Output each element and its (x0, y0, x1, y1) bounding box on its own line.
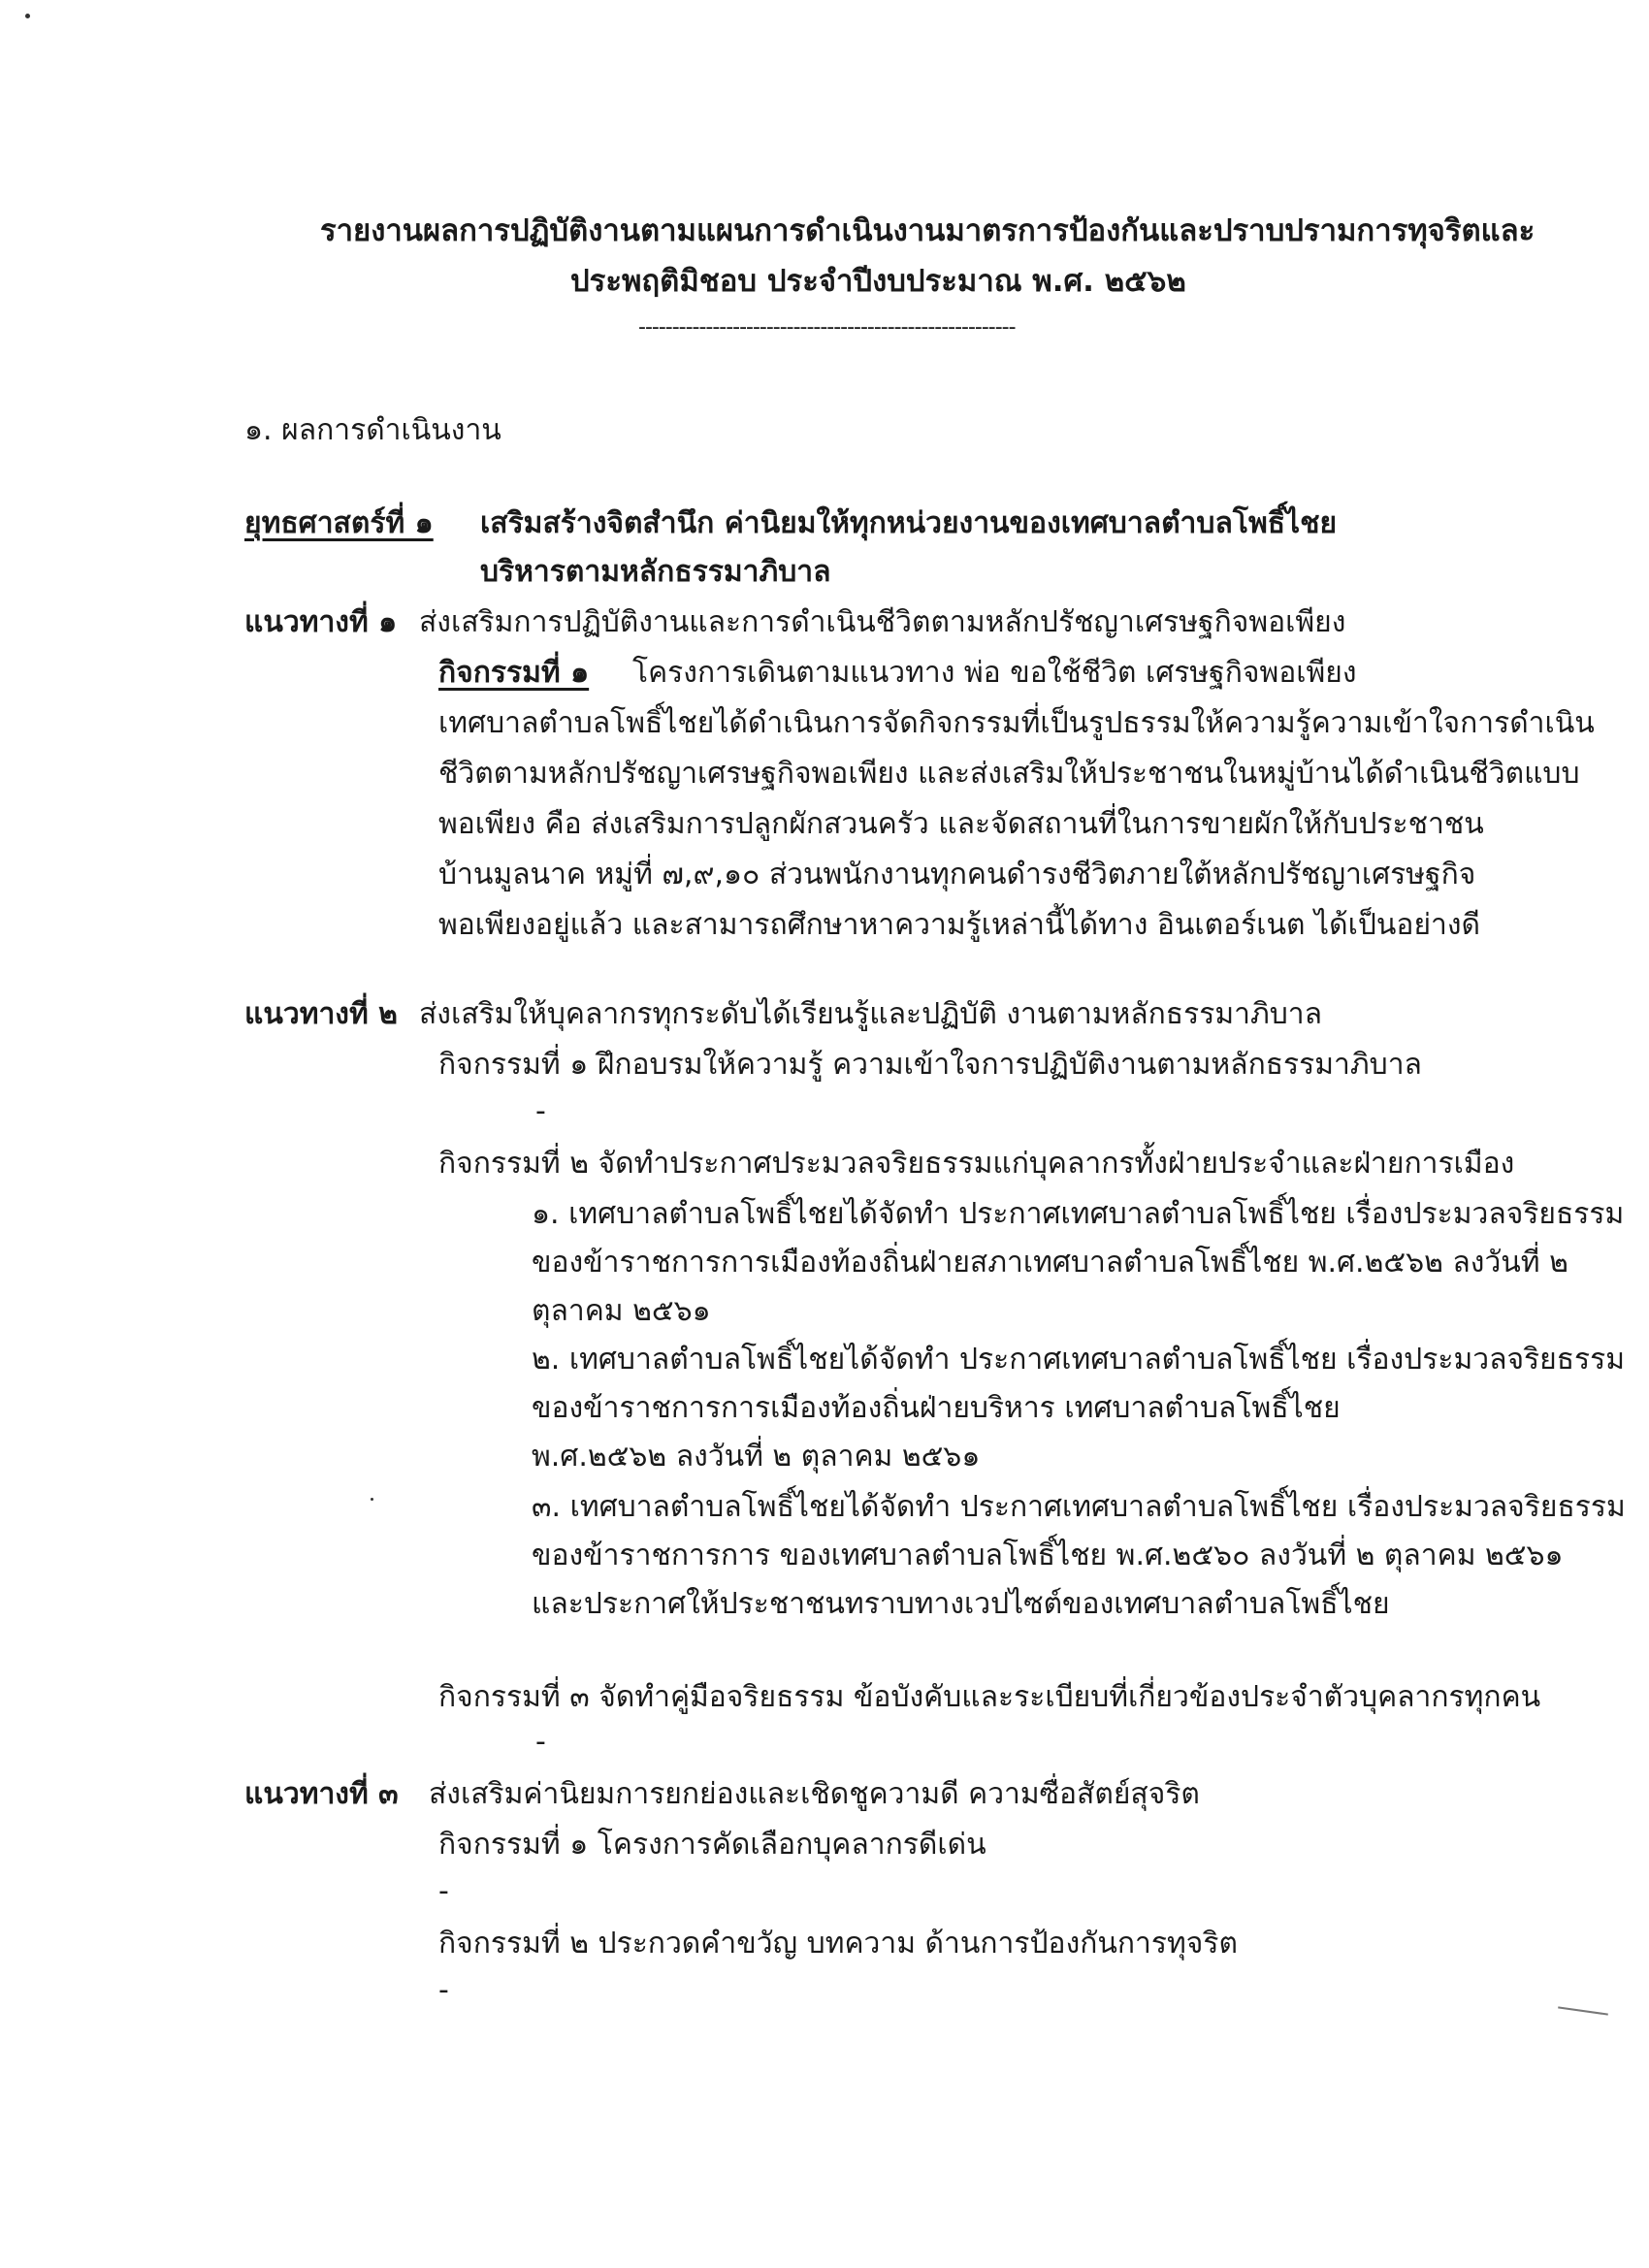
guide2-item-line: ๑. เทศบาลตำบลโพธิ์ไชยได้จัดทำ ประกาศเทศบาลตำบลโพธิ์ไชย เรื่องประมวลจริยธรรม (532, 1197, 1625, 1231)
guide2-item-line: ๓. เทศบาลตำบลโพธิ์ไชยได้จัดทำ ประกาศเทศบาลตำบลโพธิ์ไชย เรื่องประมวลจริยธรรม (532, 1490, 1626, 1524)
paragraph-line: เทศบาลตำบลโพธิ์ไชยได้ดำเนินการจัดกิจกรรมที่เป็นรูปธรรมให้ความรู้ความเข้าใจการดำเนิน (438, 706, 1595, 740)
guide1-label: แนวทางที่ ๑ (244, 605, 398, 639)
guide2-activity1: กิจกรรมที่ ๑ ฝึกอบรมให้ความรู้ ความเข้าใจการปฏิบัติงานตามหลักธรรมาภิบาล (438, 1048, 1422, 1082)
guide3-activity1: กิจกรรมที่ ๑ โครงการคัดเลือกบุคลากรดีเด่น (438, 1828, 986, 1862)
guide2-item-line: ๒. เทศบาลตำบลโพธิ์ไชยได้จัดทำ ประกาศเทศบาลตำบลโพธิ์ไชย เรื่องประมวลจริยธรรม (532, 1343, 1626, 1377)
scan-speck (25, 14, 30, 18)
scan-speck (371, 1498, 373, 1501)
guide1-activity1-label: กิจกรรมที่ ๑ (438, 656, 590, 690)
guide2-item-line: พ.ศ.๒๕๖๒ ลงวันที่ ๒ ตุลาคม ๒๕๖๑ (532, 1440, 981, 1474)
guide2-item-line: ของข้าราชการการเมืองท้องถิ่นฝ่ายบริหาร เทศบาลตำบลโพธิ์ไชย (532, 1391, 1341, 1425)
scan-scratch (1558, 2006, 1608, 2015)
document-title-line1: รายงานผลการปฏิบัติงานตามแผนการดำเนินงานมาตรการป้องกันและปราบปรามการทุจริตและ (320, 213, 1536, 248)
guide2-activity1-result: - (535, 1094, 546, 1128)
strategy-text-line2: บริหารตามหลักธรรมาภิบาล (480, 555, 831, 589)
guide2-item-line: ตุลาคม ๒๕๖๑ (532, 1294, 711, 1328)
guide2-item-line: ของข้าราชการการเมืองท้องถิ่นฝ่ายสภาเทศบาลตำบลโพธิ์ไชย พ.ศ.๒๕๖๒ ลงวันที่ ๒ (532, 1246, 1568, 1280)
guide2-item-line: และประกาศให้ประชาชนทราบทางเวปไซต์ของเทศบาลตำบลโพธิ์ไชย (532, 1587, 1390, 1621)
paragraph-line: บ้านมูลนาค หมู่ที่ ๗,๙,๑๐ ส่วนพนักงานทุกคนดำรงชีวิตภายใต้หลักปรัชญาเศรษฐกิจ (438, 858, 1476, 891)
guide3-activity1-result: - (438, 1874, 449, 1908)
guide2-label: แนวทางที่ ๒ (244, 997, 398, 1031)
guide2-activity3: กิจกรรมที่ ๓ จัดทำคู่มือจริยธรรม ข้อบังคับและระเบียบที่เกี่ยวข้องประจำตัวบุคลากรทุกคน (438, 1680, 1541, 1714)
guide3-activity2: กิจกรรมที่ ๒ ประกวดคำขวัญ บทความ ด้านการป้องกันการทุจริต (438, 1927, 1238, 1960)
document-title-line2: ประพฤติมิชอบ ประจำปีงบประมาณ พ.ศ. ๒๕๖๒ (570, 264, 1186, 299)
guide3-text: ส่งเสริมค่านิยมการยกย่องและเชิดชูความดี ความซื่อสัตย์สุจริต (429, 1777, 1200, 1811)
paragraph-line: พอเพียงอยู่แล้ว และสามารถศึกษาหาความรู้เหล่านี้ได้ทาง อินเตอร์เนต ได้เป็นอย่างดี (438, 908, 1480, 942)
guide3-activity2-result: - (438, 1973, 449, 2007)
strategy-text-line1: เสริมสร้างจิตสำนึก ค่านิยมให้ทุกหน่วยงานของเทศบาลตำบลโพธิ์ไชย (480, 506, 1338, 540)
title-divider: -------------------------------------------------------- (638, 315, 1016, 340)
guide2-activity3-result: - (535, 1725, 546, 1759)
paragraph-line: ชีวิตตามหลักปรัชญาเศรษฐกิจพอเพียง และส่งเสริมให้ประชาชนในหมู่บ้านได้ดำเนินชีวิตแบบ (438, 757, 1580, 791)
guide2-activity2: กิจกรรมที่ ๒ จัดทำประกาศประมวลจริยธรรมแก่บุคลากรทั้งฝ่ายประจำและฝ่ายการเมือง (438, 1147, 1515, 1181)
guide1-text: ส่งเสริมการปฏิบัติงานและการดำเนินชีวิตตามหลักปรัชญาเศรษฐกิจพอเพียง (419, 605, 1346, 639)
guide3-label: แนวทางที่ ๓ (244, 1777, 399, 1811)
guide2-text: ส่งเสริมให้บุคลากรทุกระดับได้เรียนรู้และปฏิบัติ งานตามหลักธรรมาภิบาล (419, 997, 1322, 1031)
section-heading: ๑. ผลการดำเนินงาน (244, 413, 501, 447)
paragraph-line: พอเพียง คือ ส่งเสริมการปลูกผักสวนครัว และจัดสถานที่ในการขายผักให้กับประชาชน (438, 807, 1484, 841)
guide1-activity1-title: โครงการเดินตามแนวทาง พ่อ ขอใช้ชีวิต เศรษฐกิจพอเพียง (632, 656, 1357, 690)
strategy-label: ยุทธศาสตร์ที่ ๑ (244, 506, 434, 540)
guide2-item-line: ของข้าราชการการ ของเทศบาลตำบลโพธิ์ไชย พ.ศ.๒๕๖๐ ลงวันที่ ๒ ตุลาคม ๒๕๖๑ (532, 1539, 1564, 1572)
